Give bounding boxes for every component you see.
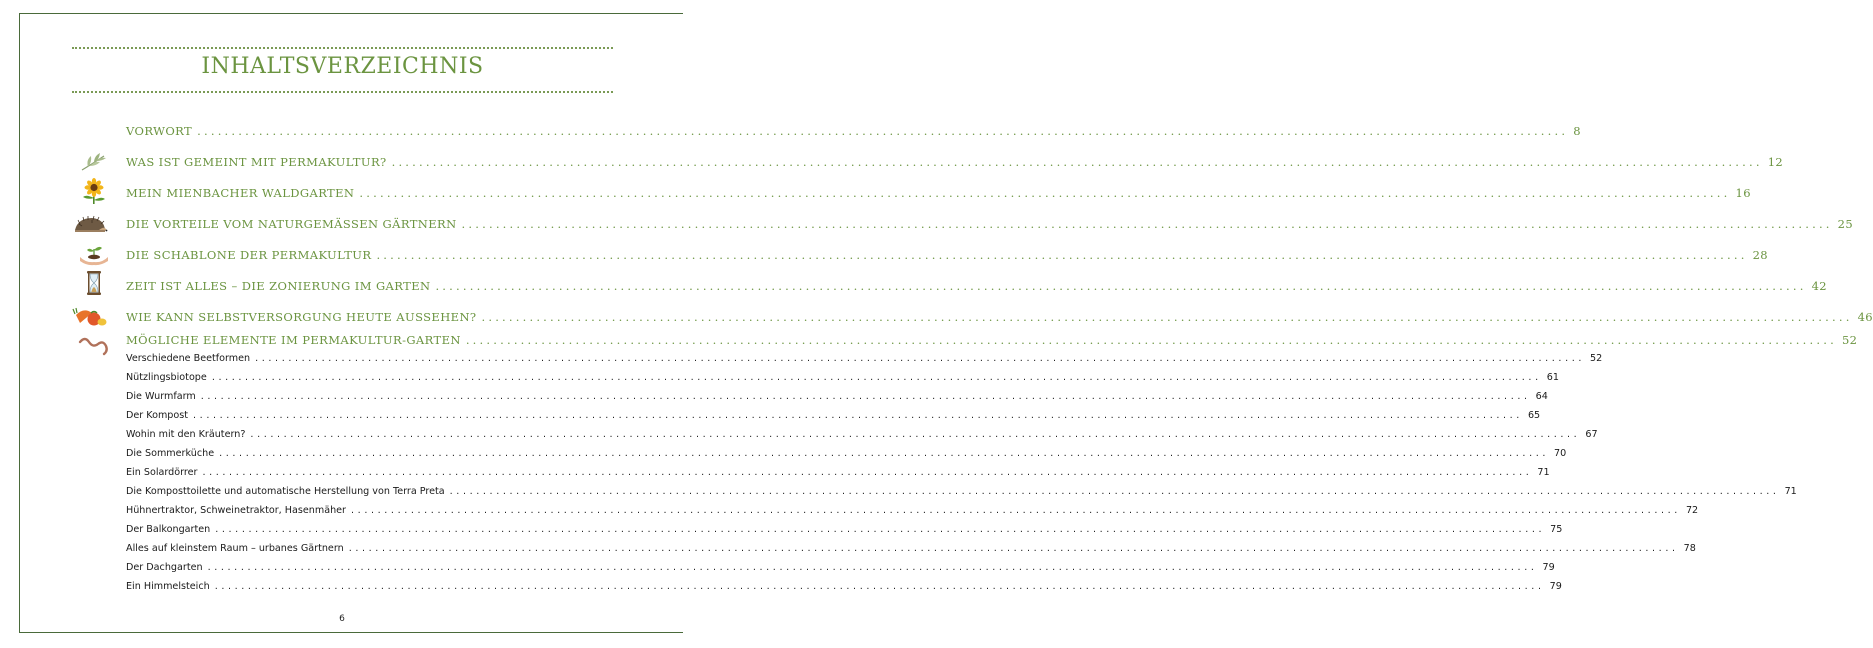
dot-leader: ........................................................................................................................................................................................................ bbox=[391, 155, 1763, 169]
bottom-dotted-rule bbox=[72, 91, 613, 93]
chapter-title: MEIN MIENBACHER WALDGARTEN bbox=[126, 186, 355, 200]
chapter-page: 25 bbox=[1837, 217, 1854, 231]
chapter-title: WAS IST GEMEINT MIT PERMAKULTUR? bbox=[126, 155, 387, 169]
subsection-title: Die Komposttoilette und automatische Herstellung von Terra Preta bbox=[126, 486, 445, 497]
subsection-title: Hühnertraktor, Schweinetraktor, Hasenmäher bbox=[126, 505, 347, 516]
dot-leader: ........................................................................................................................................................................................................ bbox=[214, 581, 1545, 592]
seedling-in-hands-icon bbox=[76, 243, 112, 269]
chapter-title: ZEIT IST ALLES – DIE ZONIERUNG IM GARTEN bbox=[126, 279, 431, 293]
subsection-title: Ein Himmelsteich bbox=[126, 581, 210, 592]
chapter-page: 16 bbox=[1735, 186, 1751, 200]
subsection-page: 65 bbox=[1527, 410, 1541, 421]
chapter-page: 42 bbox=[1811, 279, 1827, 293]
subsection-page: 75 bbox=[1550, 524, 1563, 535]
subsection-title: Der Balkongarten bbox=[126, 524, 211, 535]
dot-leader: ........................................................................................................................................................................................................ bbox=[219, 448, 1550, 459]
toc-title: INHALTSVERZEICHNIS bbox=[201, 54, 484, 79]
subsection-page: 79 bbox=[1549, 581, 1562, 592]
toc-subsection-row[interactable] bbox=[126, 391, 1548, 402]
toc-chapter-row[interactable] bbox=[126, 279, 1827, 293]
subsection-page: 70 bbox=[1554, 448, 1567, 459]
subsection-title: Alles auf kleinstem Raum – urbanes Gärtnern bbox=[126, 543, 344, 554]
subsection-page: 64 bbox=[1535, 391, 1548, 402]
chapter-page: 52 bbox=[1841, 333, 1858, 347]
leaf-sprig-icon bbox=[76, 150, 112, 176]
subsection-page: 71 bbox=[1784, 486, 1797, 497]
toc-subsection-row[interactable] bbox=[126, 581, 1562, 592]
dot-leader: ........................................................................................................................................................................................................ bbox=[202, 467, 1533, 478]
chapter-page: 46 bbox=[1857, 310, 1873, 324]
subsection-page: 61 bbox=[1546, 372, 1559, 383]
dot-leader: ........................................................................................................................................................................................................ bbox=[197, 124, 1569, 138]
dot-leader: ........................................................................................................................................................................................................ bbox=[481, 310, 1853, 324]
chapter-title: WIE KANN SELBSTVERSORGUNG HEUTE AUSSEHEN? bbox=[126, 310, 477, 324]
dot-leader: ........................................................................................................................................................................................................ bbox=[200, 391, 1531, 402]
toc-subsection-row[interactable] bbox=[126, 372, 1559, 383]
toc-chapter-row[interactable] bbox=[126, 248, 1768, 262]
toc-subsection-row[interactable] bbox=[126, 543, 1696, 554]
toc-subsection-row[interactable] bbox=[126, 429, 1598, 440]
subsection-title: Ein Solardörrer bbox=[126, 467, 198, 478]
subsection-page: 72 bbox=[1685, 505, 1699, 516]
subsection-page: 67 bbox=[1585, 429, 1598, 440]
chapter-page: 28 bbox=[1752, 248, 1768, 262]
subsection-page: 78 bbox=[1683, 543, 1696, 554]
dot-leader: ........................................................................................................................................................................................................ bbox=[348, 543, 1679, 554]
vegetables-icon bbox=[72, 303, 108, 329]
toc-chapter-row[interactable] bbox=[126, 310, 1873, 324]
hourglass-icon bbox=[76, 270, 112, 296]
dot-leader: ........................................................................................................................................................................................................ bbox=[449, 486, 1780, 497]
dot-leader: ........................................................................................................................................................................................................ bbox=[461, 217, 1833, 231]
toc-subsection-row[interactable] bbox=[126, 524, 1563, 535]
sunflower-icon bbox=[76, 178, 112, 204]
toc-subsection-row[interactable] bbox=[126, 410, 1541, 421]
dot-leader: ........................................................................................................................................................................................................ bbox=[193, 410, 1523, 421]
earthworm-icon bbox=[76, 334, 112, 360]
toc-chapter-row[interactable] bbox=[126, 124, 1581, 138]
subsection-title: Der Kompost bbox=[126, 410, 189, 421]
dot-leader: ........................................................................................................................................................................................................ bbox=[435, 279, 1807, 293]
subsection-title: Verschiedene Beetformen bbox=[126, 353, 251, 364]
toc-subsection-row[interactable] bbox=[126, 562, 1555, 573]
subsection-page: 71 bbox=[1537, 467, 1550, 478]
subsection-title: Die Wurmfarm bbox=[126, 391, 196, 402]
chapter-title: DIE VORTEILE VOM NATURGEMÄSSEN GÄRTNERN bbox=[126, 217, 457, 231]
toc-chapter-row[interactable] bbox=[126, 217, 1854, 231]
dot-leader: ........................................................................................................................................................................................................ bbox=[359, 186, 1731, 200]
subsection-title: Der Dachgarten bbox=[126, 562, 203, 573]
toc-chapter-row[interactable] bbox=[126, 155, 1784, 169]
subsection-title: Nützlingsbiotope bbox=[126, 372, 207, 383]
chapter-title: MÖGLICHE ELEMENTE IM PERMAKULTUR-GARTEN bbox=[126, 333, 461, 347]
dot-leader: ........................................................................................................................................................................................................ bbox=[250, 429, 1581, 440]
subsection-title: Wohin mit den Kräutern? bbox=[126, 429, 246, 440]
dot-leader: ........................................................................................................................................................................................................ bbox=[215, 524, 1546, 535]
dot-leader: ........................................................................................................................................................................................................ bbox=[211, 372, 1542, 383]
chapter-title: DIE SCHABLONE DER PERMAKULTUR bbox=[126, 248, 372, 262]
chapter-page: 8 bbox=[1573, 124, 1581, 138]
hedgehog-icon bbox=[72, 212, 108, 238]
toc-chapter-row[interactable] bbox=[126, 333, 1858, 347]
toc-subsection-row[interactable] bbox=[126, 353, 1603, 364]
dot-leader: ........................................................................................................................................................................................................ bbox=[465, 333, 1837, 347]
dot-leader: ........................................................................................................................................................................................................ bbox=[255, 353, 1586, 364]
toc-chapter-row[interactable] bbox=[126, 186, 1751, 200]
subsection-page: 79 bbox=[1542, 562, 1555, 573]
toc-subsection-row[interactable] bbox=[126, 505, 1699, 516]
toc-subsection-row[interactable] bbox=[126, 467, 1550, 478]
dot-leader: ........................................................................................................................................................................................................ bbox=[376, 248, 1748, 262]
chapter-page: 12 bbox=[1767, 155, 1784, 169]
dot-leader: ........................................................................................................................................................................................................ bbox=[207, 562, 1538, 573]
chapter-title: VORWORT bbox=[126, 124, 193, 138]
toc-subsection-row[interactable] bbox=[126, 486, 1797, 497]
subsection-page: 52 bbox=[1590, 353, 1603, 364]
subsection-title: Die Sommerküche bbox=[126, 448, 215, 459]
toc-subsection-row[interactable] bbox=[126, 448, 1567, 459]
top-dotted-rule bbox=[72, 47, 613, 49]
dot-leader: ........................................................................................................................................................................................................ bbox=[351, 505, 1681, 516]
page-number: 6 bbox=[339, 614, 345, 624]
